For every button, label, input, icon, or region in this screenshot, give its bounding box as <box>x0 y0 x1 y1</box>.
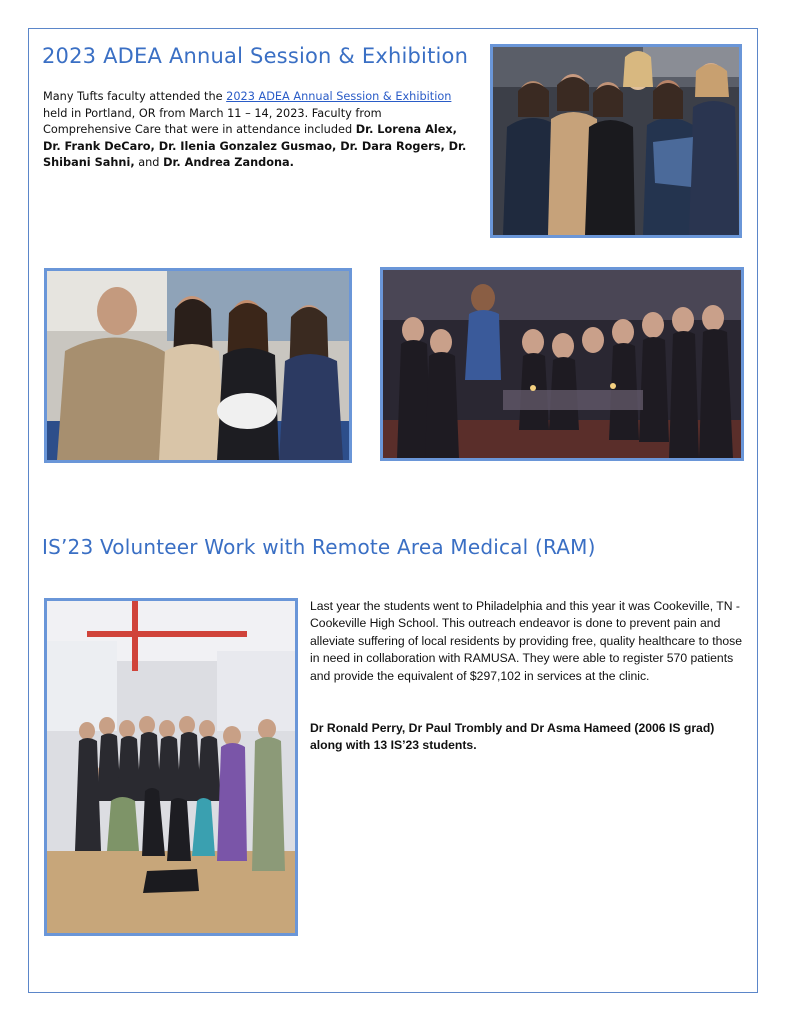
adea-session-link[interactable]: 2023 ADEA Annual Session & Exhibition <box>226 90 452 103</box>
adea-faculty-names: Dr. Lorena Alex, Dr. Frank DeCaro, Dr. Ilenia Gonzalez Gusmao, Dr. Dara Rogers, Dr. Shibani Sahni, <box>43 123 467 170</box>
adea-paragraph <box>43 89 473 172</box>
adea-faculty-last-name: Dr. Andrea Zandona. <box>163 156 294 170</box>
adea-text-and: and <box>134 156 164 170</box>
adea-text-intro: Many Tufts faculty attended the <box>43 90 227 103</box>
section-title-adea: 2023 ADEA Annual Session & Exhibition <box>42 44 469 68</box>
ram-volunteer-photo <box>44 598 298 936</box>
ram-description: Last year the students went to Philadelphia and this year it was Cookeville, TN - Cookeville High School. This outreach endeavor is done to prevent pain and alleviate suffering of local residents by providing free, quality healthcare to those in need in collaboration with RAMUSA. They were able to register 570 patients and provide the equivalent of $297,102 in services at the clinic. <box>310 599 743 683</box>
adea-group-photo <box>490 44 742 238</box>
adea-text-details: held in Portland, OR from March 11 – 14, 2023. Faculty from Comprehensive Care that were in attendance included <box>43 106 382 137</box>
section-title-ram: IS’23 Volunteer Work with Remote Area Medical (RAM) <box>42 535 596 559</box>
ram-credits: Dr Ronald Perry, Dr Paul Trombly and Dr Asma Hameed (2006 IS grad) along with 13 IS’23 students. <box>310 721 715 753</box>
adea-lounge-photo <box>380 267 744 461</box>
adea-seated-photo <box>44 268 352 463</box>
